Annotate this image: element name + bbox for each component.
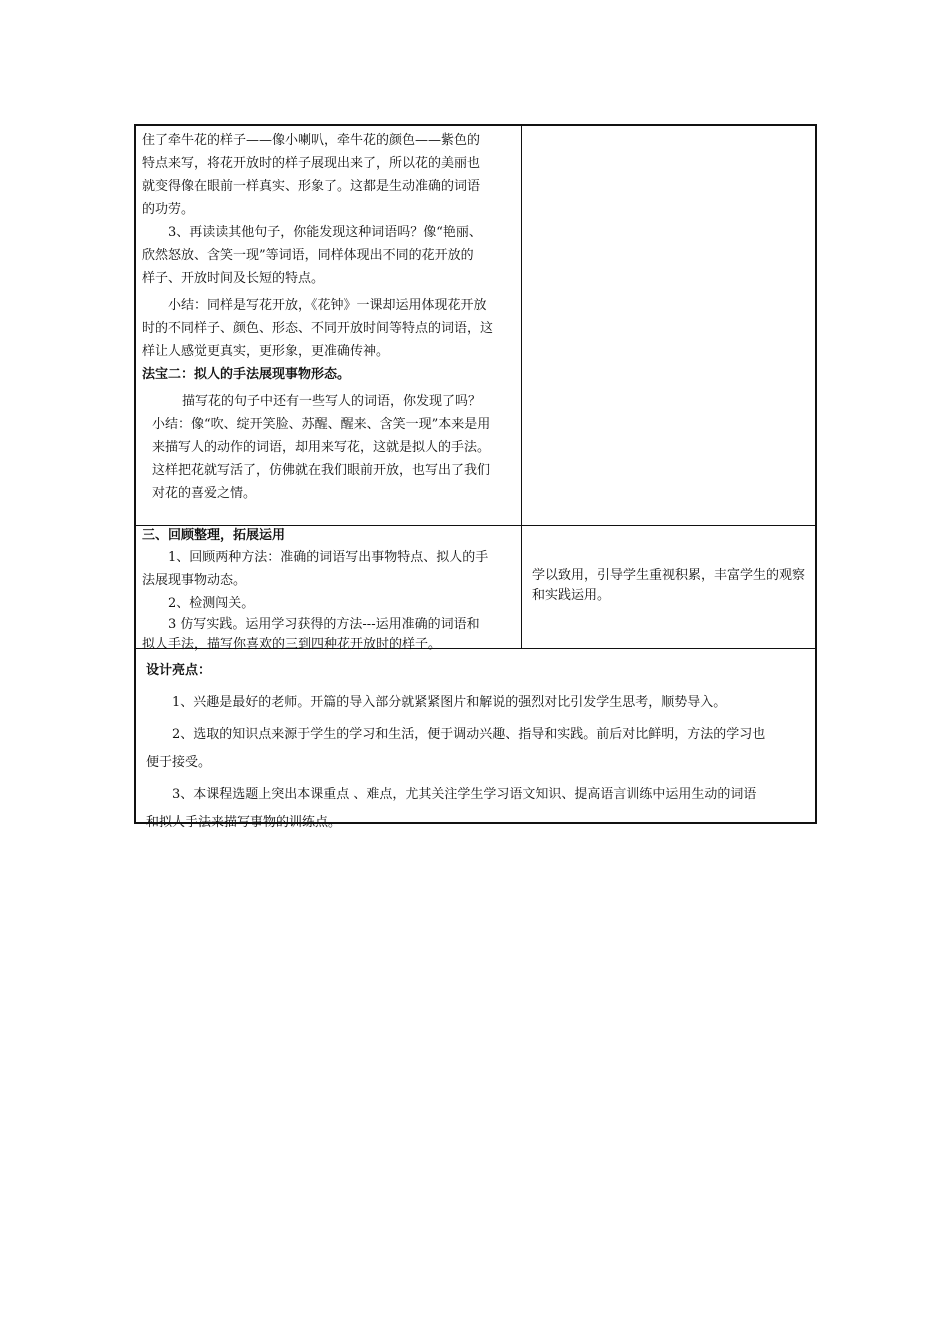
text-line: 1、回顾两种方法：准确的词语写出事物特点、拟人的手	[168, 550, 489, 565]
table-row	[136, 526, 815, 652]
text-line: 和拟人手法来描写事物的训练点。	[146, 815, 342, 830]
teaching-content-cell	[136, 126, 522, 525]
text-line: 住了牵牛花的样子——像小喇叭，牵牛花的颜色——紫色的	[142, 133, 481, 148]
section-heading: 三、回顾整理，拓展运用	[142, 528, 286, 543]
text-line: 小结：同样是写花开放，《花钟》一课却运用体现花开放	[168, 298, 487, 313]
design-highlights-cell	[136, 649, 815, 830]
design-highlights-heading: 设计亮点：	[146, 663, 212, 678]
text-line: 拟人手法，描写你喜欢的三到四种花开放时的样子。	[142, 637, 442, 652]
text-line: 欣然怒放、含笑一现”等词语，同样体现出不同的花开放的	[142, 248, 474, 263]
lesson-plan-table	[134, 124, 817, 830]
text-line: 的功劳。	[142, 202, 195, 217]
text-line: 特点来写，将花开放时的样子展现出来了，所以花的美丽也	[142, 156, 481, 171]
text-line: 3、本课程选题上突出本课重点 、难点，尤其关注学生学习语文知识、提高语言训练中运用生动的词语	[172, 787, 757, 802]
design-intent-cell	[522, 526, 815, 648]
text-line: 这样把花就写活了，仿佛就在我们眼前开放，也写出了我们	[152, 463, 491, 478]
design-intent-cell	[522, 126, 815, 525]
design-intent-text: 学以致用，引导学生重视积累，丰富学生的观察和实践运用。	[532, 568, 806, 603]
text-line: 就变得像在眼前一样真实、形象了。这都是生动准确的词语	[142, 179, 481, 194]
text-line: 2、选取的知识点来源于学生的学习和生活，便于调动兴趣、指导和实践。前后对比鲜明，方法的学习也	[172, 727, 766, 742]
text-line: 法展现事物动态。	[142, 573, 247, 588]
text-line: 2、检测闯关。	[168, 596, 255, 611]
text-line: 3、再读读其他句子，你能发现这种词语吗？像“艳丽、	[168, 225, 482, 240]
text-line: 来描写人的动作的词语，却用来写花，这就是拟人的手法。	[152, 440, 491, 455]
table-row	[136, 126, 815, 526]
text-line: 描写花的句子中还有一些写人的词语，你发现了吗？	[182, 394, 482, 409]
text-line: 1、兴趣是最好的老师。开篇的导入部分就紧紧图片和解说的强烈对比引发学生思考，顺势导入。	[172, 695, 727, 710]
teaching-content-cell	[136, 526, 522, 652]
text-line: 对花的喜爱之情。	[152, 486, 257, 501]
text-line: 样让人感觉更真实，更形象，更准确传神。	[142, 344, 390, 359]
section-heading: 法宝二：拟人的手法展现事物形态。	[142, 367, 351, 382]
table-row	[136, 649, 815, 830]
text-line: 时的不同样子、颜色、形态、不同开放时间等特点的词语，这	[142, 321, 494, 336]
text-line: 小结：像“吹、绽开笑脸、苏醒、醒来、含笑一现”本来是用	[152, 417, 491, 432]
text-line: 样子、开放时间及长短的特点。	[142, 271, 325, 286]
text-line: 便于接受。	[146, 755, 212, 770]
text-line: 3 仿写实践。运用学习获得的方法---运用准确的词语和	[168, 617, 480, 632]
